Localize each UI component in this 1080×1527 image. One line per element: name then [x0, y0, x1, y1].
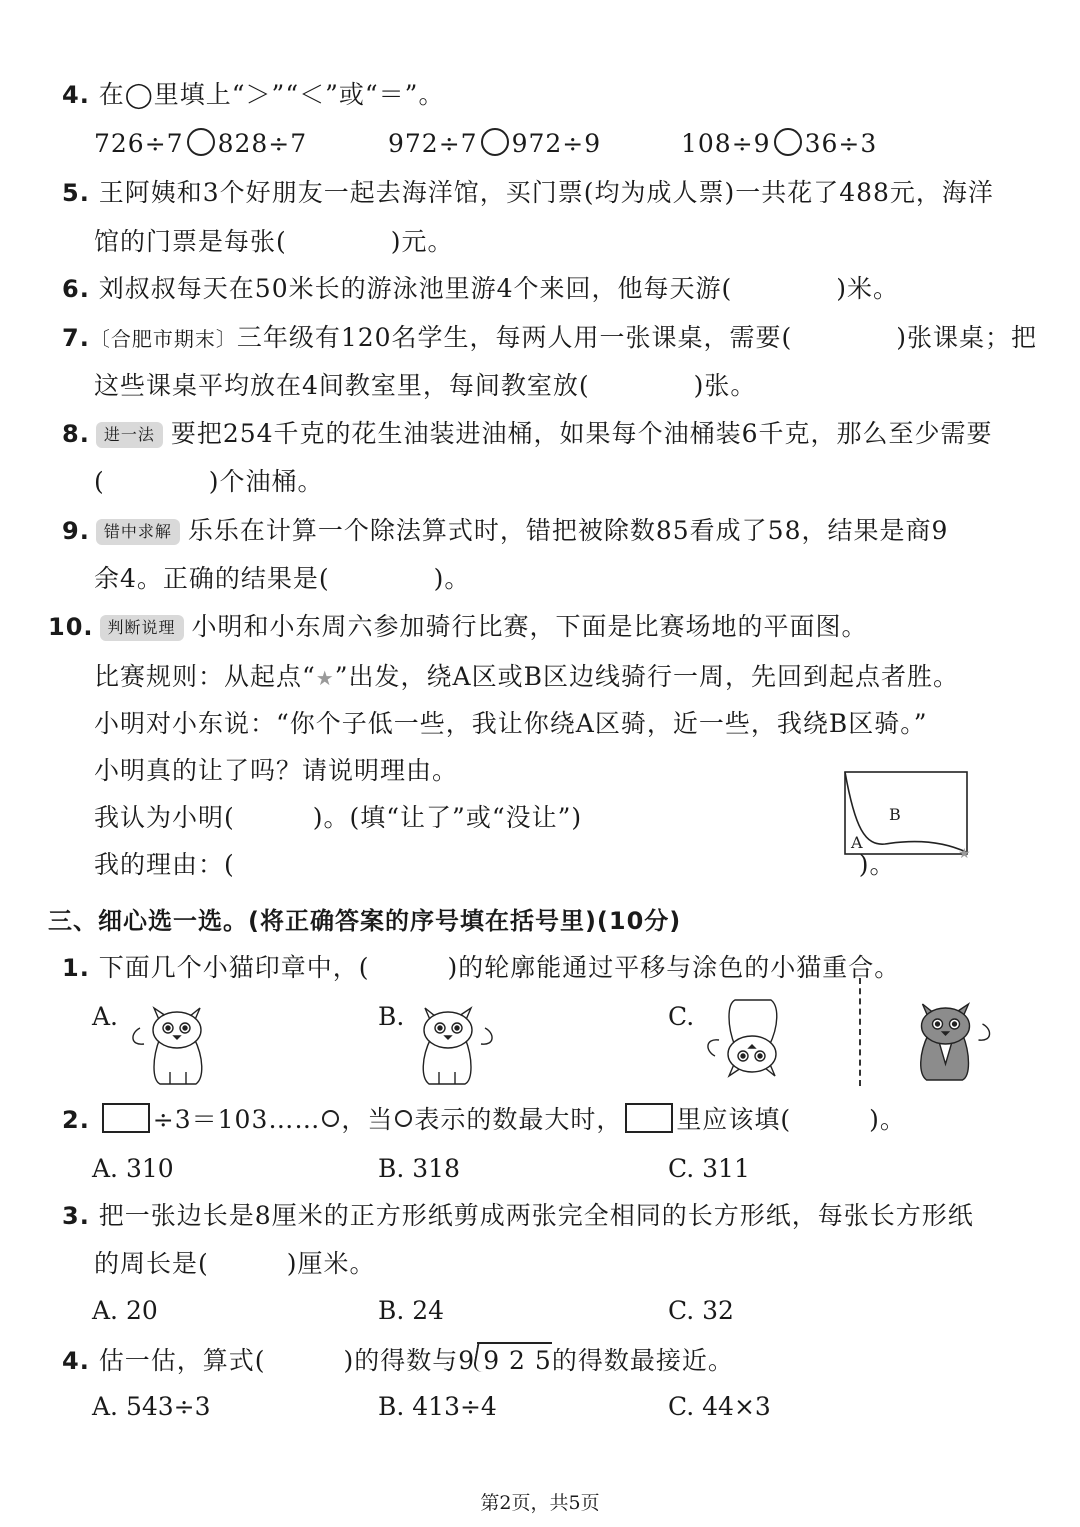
blank-box[interactable] — [102, 1103, 150, 1133]
question-text: 在◯里填上“＞”“＜”或“＝”。 — [98, 80, 445, 109]
expr-right: 36÷3 — [804, 129, 878, 158]
topic-tag: 判断说理 — [100, 615, 184, 641]
region-a-label: A — [851, 833, 863, 852]
question-7 — [62, 321, 1037, 356]
option-c[interactable]: C. 44×3 — [668, 1392, 771, 1421]
question-text: 把一张边长是8厘米的正方形纸剪成两张完全相同的长方形纸，每张长方形纸 — [98, 1201, 974, 1230]
option-a[interactable]: A. 543÷3 — [92, 1392, 211, 1421]
start-star-icon: ★ — [958, 846, 971, 860]
cat-stamp-b-icon — [410, 998, 495, 1088]
option-b[interactable]: B. 413÷4 — [378, 1392, 497, 1421]
question-9-line2: 余4。正确的结果是( )。 — [94, 564, 471, 593]
option-c[interactable]: C. 311 — [668, 1154, 750, 1183]
expr-left: 972÷7 — [388, 129, 478, 158]
question-number: 10. — [48, 613, 94, 641]
remainder-circle — [322, 1110, 339, 1127]
question-text: 乐乐在计算一个除法算式时，错把被除数85看成了58，结果是商9 — [187, 516, 949, 545]
question-number: 4. — [62, 1347, 90, 1375]
question-7-line2: 这些课桌平均放在4间教室里，每间教室放( )张。 — [94, 371, 757, 400]
choice-question-2 — [62, 1103, 906, 1137]
question-number: 3. — [62, 1202, 90, 1230]
remainder-circle — [395, 1110, 412, 1127]
question-text-4: 里应该填( )。 — [676, 1105, 906, 1134]
choice-question-3-line2: 的周长是( )厘米。 — [94, 1249, 376, 1278]
expr-left: 726÷7 — [94, 129, 184, 158]
star-icon: ★ — [315, 666, 335, 690]
option-b[interactable]: B. 318 — [378, 1154, 460, 1183]
field-divider-curve — [845, 772, 966, 852]
rule-text-start: 比赛规则：从起点“ — [94, 662, 316, 691]
section-3-title: 三、细心选一选。(将正确答案的序号填在括号里)(10分) — [48, 907, 682, 935]
option-a[interactable]: A. 20 — [92, 1296, 158, 1325]
question-10-rule — [94, 660, 959, 695]
question-number: 8. — [62, 420, 90, 448]
compare-item-c — [681, 127, 877, 161]
question-number: 7. — [62, 324, 90, 352]
topic-tag: 错中求解 — [96, 519, 180, 545]
option-a-label[interactable]: A. — [92, 1002, 119, 1031]
question-9 — [62, 514, 948, 548]
question-number: 4. — [62, 81, 90, 109]
question-10-answer: 我认为小明( )。(填“让了”或“没让”) — [94, 803, 583, 832]
question-text-2: 的得数最接近。 — [551, 1346, 734, 1375]
compare-circle[interactable] — [481, 128, 509, 156]
compare-circle[interactable] — [187, 128, 215, 156]
question-5-line2: 馆的门票是每张( )元。 — [94, 227, 454, 256]
question-text-1: ÷3＝103…… — [152, 1105, 321, 1134]
long-division-divisor: 9 — [458, 1346, 476, 1375]
question-6 — [62, 272, 899, 306]
blank-box[interactable] — [625, 1103, 673, 1133]
question-10-dialog: 小明对小东说：“你个子低一些，我让你绕A区骑，近一些，我绕B区骑。” — [94, 709, 928, 738]
expr-right: 828÷7 — [217, 129, 308, 158]
question-text-3: 表示的数最大时， — [414, 1105, 623, 1134]
shaded-cat-icon — [905, 994, 995, 1084]
long-division-dividend: 9 2 5 — [477, 1342, 552, 1378]
topic-tag: 进一法 — [96, 422, 163, 448]
source-tag: 〔合肥市期末〕 — [89, 327, 237, 351]
expr-right: 972÷9 — [511, 129, 602, 158]
cat-stamp-c-icon — [705, 996, 790, 1086]
question-4 — [62, 78, 444, 112]
choice-question-4 — [62, 1342, 734, 1378]
question-text: 刘叔叔每天在50米长的游泳池里游4个来回，他每天游( )米。 — [98, 274, 900, 303]
question-8 — [62, 417, 992, 451]
question-number: 6. — [62, 275, 90, 303]
choice-question-1 — [62, 951, 900, 985]
expr-left: 108÷9 — [681, 129, 771, 158]
question-text: 要把254千克的花生油装进油桶，如果每个油桶装6千克，那么至少需要 — [170, 419, 993, 448]
question-text-1: 估一估，算式( )的得数与 — [98, 1346, 459, 1375]
page-footer: 第2页，共5页 — [480, 1492, 600, 1514]
question-text: 下面几个小猫印章中，( )的轮廓能通过平移与涂色的小猫重合。 — [98, 953, 901, 982]
race-field-diagram — [840, 768, 980, 860]
cat-stamp-a-icon — [130, 998, 215, 1088]
question-number: 1. — [62, 954, 90, 982]
question-10-ask: 小明真的让了吗？请说明理由。 — [94, 756, 459, 785]
question-text: 王阿姨和3个好朋友一起去海洋馆，买门票(均为成人票)一共花了488元，海洋 — [98, 178, 994, 207]
question-number: 2. — [62, 1106, 90, 1134]
question-10-reason: 我的理由：( )。 — [94, 850, 896, 879]
question-text-2: ，当 — [341, 1105, 394, 1134]
question-number: 9. — [62, 517, 90, 545]
rule-text-end: ”出发，绕A区或B区边线骑行一周，先回到起点者胜。 — [334, 662, 959, 691]
question-10 — [48, 610, 868, 644]
compare-circle[interactable] — [774, 128, 802, 156]
question-5 — [62, 176, 994, 210]
region-b-label: B — [889, 805, 901, 824]
compare-item-a — [94, 127, 307, 161]
option-b-label[interactable]: B. — [378, 1002, 405, 1031]
option-c-label[interactable]: C. — [668, 1002, 695, 1031]
option-c[interactable]: C. 32 — [668, 1296, 734, 1325]
question-8-line2: ( )个油桶。 — [94, 467, 324, 496]
choice-question-3 — [62, 1199, 974, 1233]
dashed-separator — [859, 978, 861, 1086]
option-b[interactable]: B. 24 — [378, 1296, 445, 1325]
question-text: 小明和小东周六参加骑行比赛，下面是比赛场地的平面图。 — [191, 612, 868, 641]
question-number: 5. — [62, 179, 90, 207]
compare-item-b — [388, 127, 601, 161]
option-a[interactable]: A. 310 — [92, 1154, 174, 1183]
question-text: 三年级有120名学生，每两人用一张课桌，需要( )张课桌；把 — [236, 323, 1038, 352]
